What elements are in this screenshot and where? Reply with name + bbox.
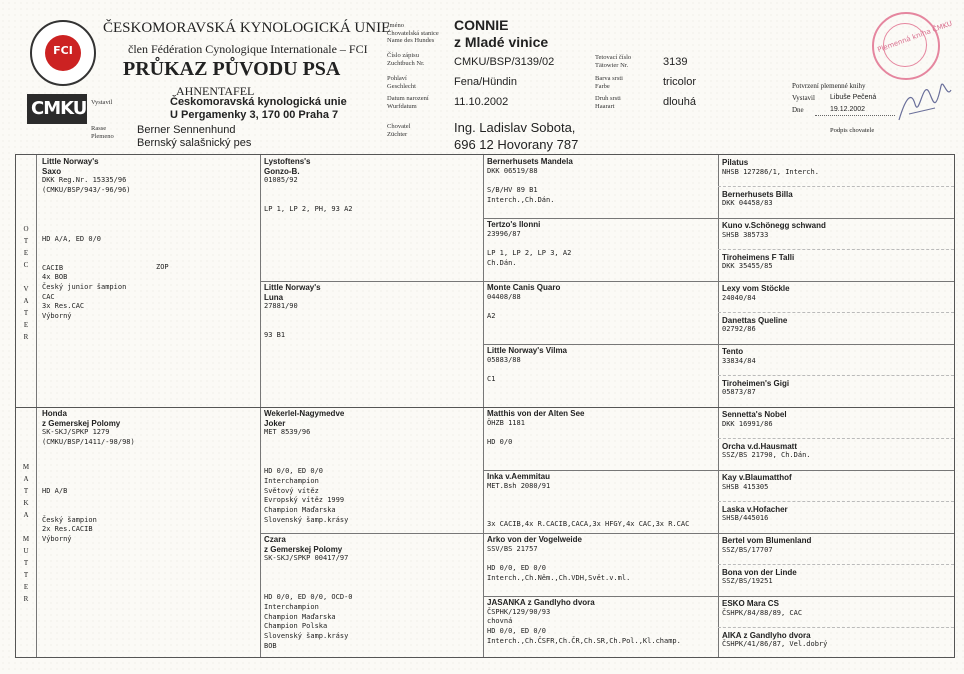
ancestor-line <box>487 239 571 249</box>
ancestor-name: Sennetta's Nobel <box>722 410 787 419</box>
ancestor-name: Bernerhusets Mandela <box>487 157 573 166</box>
pedigree-line <box>264 574 353 584</box>
color: tricolor <box>663 76 697 88</box>
pedigree-line: BOB <box>264 641 277 650</box>
ancestor-g3 <box>487 535 630 584</box>
mother-side-label: M A T K A M U T T E R <box>22 463 30 603</box>
ancestor-line <box>487 554 630 564</box>
tattoo-number: 3139 <box>663 56 688 68</box>
breed-label: Rasse Plemeno <box>91 125 114 140</box>
ancestor-line: 33834/84 <box>722 356 756 365</box>
ancestor-line: DKK 06519/88 <box>487 166 538 175</box>
ancestor-g4 <box>722 190 793 209</box>
pedigree-line: HD A/A, ED 0/0 <box>42 234 102 243</box>
sire-sire-name-2: Gonzo-B. <box>264 166 300 176</box>
confirmation-date: 19.12.2002 <box>830 106 866 113</box>
confirmation-title: Potvrzení plemenné knihy <box>792 82 866 90</box>
coat: dlouhá <box>663 96 697 108</box>
pedigree-line <box>42 467 135 477</box>
pedigree-line: CAC <box>42 292 55 301</box>
ancestor-g4 <box>722 410 787 429</box>
ancestor-line: chovná <box>487 617 513 626</box>
ancestor-line: Ch.Dán. <box>487 258 517 267</box>
ancestor-line: 02792/86 <box>722 325 756 334</box>
pedigree-line <box>42 196 131 206</box>
ancestor-line: SSZ/BS 21790, Ch.Dán. <box>722 451 811 460</box>
ancestor-line <box>487 511 689 521</box>
confirmation-issued-by: Libuše Pečená <box>830 94 877 101</box>
sire-sire-name-1: Lystoftens's <box>264 157 311 166</box>
sex: Fena/Hündin <box>454 76 517 88</box>
pedigree-line <box>42 244 131 254</box>
ancestor-name: AIKA z Gandlyho dvora <box>722 630 811 640</box>
ancestor-line: SSZ/BS/19251 <box>722 577 773 586</box>
dam-cell <box>42 409 135 545</box>
pedigree-line: Světový vítěz <box>264 486 319 495</box>
dam-dam-cell <box>264 535 353 651</box>
pedigree-line <box>42 448 135 458</box>
pedigree-line: Český junior šampion <box>42 283 127 292</box>
confirmation-date-label: Dne <box>792 106 804 114</box>
ancestor-line: DKK 35455/85 <box>722 262 773 271</box>
pedigree-line: SK-SKJ/SPKP 00417/97 <box>264 554 349 563</box>
ancestor-g3 <box>487 472 689 530</box>
dam-sire-name-2: Joker <box>264 418 286 428</box>
ancestor-line: DKK 04458/83 <box>722 199 773 208</box>
ancestor-line: MET.Bsh 2080/91 <box>487 481 551 490</box>
ancestor-g3 <box>487 598 681 647</box>
issued-label: Vystavil <box>91 99 113 106</box>
pedigree-line <box>264 564 353 574</box>
ancestor-name: ESKO Mara CS <box>722 599 779 608</box>
ancestor-name: Kay v.Blaumatthof <box>722 473 792 482</box>
cmku-logo <box>27 94 87 124</box>
ancestor-g4 <box>722 631 827 650</box>
ancestor-line: HD 0/0 <box>487 438 513 447</box>
father-side-label: O T E C V A T E R <box>23 225 29 341</box>
pedigree-line: HD 0/0, ED 0/0, OCD-0 <box>264 593 353 602</box>
owner-signature-label: Podpis chovatele <box>830 127 875 134</box>
dam-dam-name-1: Czara <box>264 535 286 544</box>
pedigree-line: DKK Reg.Nr. 15335/96 <box>42 176 127 185</box>
pedigree-line <box>42 477 135 487</box>
pedigree-line: 2x Res.CACIB <box>42 525 93 534</box>
pedigree-line: CACIB <box>42 263 64 272</box>
organization-name: ČESKOMORAVSKÁ KYNOLOGICKÁ UNIE <box>103 20 391 36</box>
dam-name-1: Honda <box>42 409 67 418</box>
pedigree-line: Champion Polska <box>264 622 328 631</box>
issuing-org-address: U Pergamenky 3, 170 00 Praha 7 <box>170 109 339 121</box>
ancestor-name: Bertel vom Blumenland <box>722 536 812 545</box>
ancestor-g4 <box>722 599 802 618</box>
ancestor-line: HD 0/0, ED 0/0 <box>487 564 547 573</box>
ancestor-line: SSV/BS 21757 <box>487 544 538 553</box>
pedigree-line: Výborný <box>42 535 72 544</box>
ancestor-g3 <box>487 346 567 385</box>
ancestor-line: 3x CACIB,4x R.CACIB,CACA,3x HFGY,4x CAC,3x R.CAC <box>487 520 690 529</box>
cmku-logo-text: CMKU <box>31 98 87 119</box>
pedigree-line: Výborný <box>42 312 72 321</box>
ancestor-name: Kuno v.Schönegg schwand <box>722 221 826 230</box>
ancestor-g4 <box>722 284 790 303</box>
ancestor-name: Matthis von der Alten See <box>487 409 585 418</box>
ancestor-g3 <box>487 157 573 206</box>
pedigree-line: (CMKU/BSP/943/-96/96) <box>42 186 131 195</box>
ancestor-name: Bona von der Linde <box>722 567 797 577</box>
ancestor-g4 <box>722 379 789 398</box>
ancestor-g4 <box>722 253 794 272</box>
sire-sire-cell <box>264 157 353 215</box>
pedigree-line <box>42 254 131 264</box>
pedigree-line: SK-SKJ/SPKP 1279 <box>42 428 110 437</box>
ancestor-name: Inka v.Aemmitau <box>487 472 550 481</box>
breeder <box>454 119 578 153</box>
breed-de: Berner Sennenhund <box>137 124 236 136</box>
ancestor-line: Interch.,Ch.Něm.,Ch.VDH,Svět.v.ml. <box>487 573 631 582</box>
ancestor-name: Laska v.Hofacher <box>722 504 788 514</box>
pedigree-line <box>42 496 135 506</box>
pedigree-line: 3x Res.CAC <box>42 302 85 311</box>
pedigree-line <box>42 225 131 235</box>
sire-dam-name-2: Luna <box>264 292 284 302</box>
pedigree-line <box>42 458 135 468</box>
dam-name-2: z Gemerskej Polomy <box>42 418 121 428</box>
pedigree-line <box>264 583 353 593</box>
stamp-text: Plemenná kniha ČMKU <box>876 19 954 55</box>
ancestor-line: SSZ/BS/17707 <box>722 545 773 554</box>
pedigree-line: 4x BOB <box>42 273 68 282</box>
ancestor-line: ÖHZB 1181 <box>487 418 525 427</box>
fci-membership: člen Fédération Cynologique Internationale – FCI <box>128 42 368 56</box>
ancestor-name: Danettas Queline <box>722 315 788 325</box>
ancestor-name: Tento <box>722 347 744 356</box>
pedigree-line: Evropský vítěz 1999 <box>264 496 345 505</box>
ancestor-g4 <box>722 316 787 335</box>
issuing-org-name: Českomoravská kynologická unie <box>170 96 347 108</box>
ancestor-name: JASANKA z Gandlyho dvora <box>487 598 595 607</box>
pedigree-line: Interchampion <box>264 602 319 611</box>
reg-label: Číslo zápisu Zuchtbuch Nr. <box>387 52 425 67</box>
date-of-birth: 11.10.2002 <box>454 96 509 108</box>
ancestor-name: Tiroheimens F Talli <box>722 252 795 262</box>
ancestor-name: Lexy vom Stöckle <box>722 284 790 293</box>
ancestor-name: Tertzo's Ilonni <box>487 220 541 229</box>
pedigree-line: 01085/92 <box>264 176 298 185</box>
dam-sire-name-1: Wekerlel-Nagymedve <box>264 409 345 418</box>
ancestor-name: Monte Canis Quaro <box>487 283 561 292</box>
ancestor-line: LP 1, LP 2, LP 3, A2 <box>487 249 572 258</box>
issuing-org <box>170 96 347 122</box>
sire-dam-name-1: Little Norway's <box>264 283 321 292</box>
signature <box>895 70 955 128</box>
ancestor-g4 <box>722 221 826 240</box>
ancestor-g4 <box>722 505 788 524</box>
ancestor-g4 <box>722 347 756 366</box>
pedigree-line <box>264 196 353 206</box>
fci-logo-text: FCI <box>53 44 73 57</box>
ancestor-line <box>487 428 585 438</box>
dob-label: Datum narození Wurfdatum <box>387 95 429 110</box>
breeder-address: 696 12 Hovorany 787 <box>454 137 579 152</box>
ancestor-line <box>487 491 689 501</box>
ancestor-line <box>487 501 689 511</box>
ancestor-line: C1 <box>487 375 496 384</box>
ancestor-line: S/B/HV 89 B1 <box>487 186 538 195</box>
pedigree-line: 27881/90 <box>264 302 298 311</box>
ancestor-line: 23996/87 <box>487 229 521 238</box>
ancestor-line: 05883/88 <box>487 355 521 364</box>
pedigree-line: Český šampion <box>42 515 97 524</box>
ancestor-line: 04408/88 <box>487 292 521 301</box>
sire-cell <box>42 157 131 322</box>
sex-label: Pohlaví Geschlecht <box>387 75 416 90</box>
sire-name-1: Little Norway's <box>42 157 99 166</box>
sire-name-2: Saxo <box>42 166 62 176</box>
ancestor-g4 <box>722 473 792 492</box>
breeder-label: Chovatel Züchter <box>387 123 411 138</box>
ancestor-line: 05873/87 <box>722 388 756 397</box>
breed <box>137 124 251 150</box>
sire-dam-cell <box>264 283 321 341</box>
ancestor-line: ČSPHK/129/90/93 <box>487 607 551 616</box>
ancestor-g3 <box>487 283 560 322</box>
pedigree-line: Champion Maďarska <box>264 612 336 621</box>
pedigree-line <box>264 322 321 332</box>
pedigree-line: 93 B1 <box>264 331 286 340</box>
ancestor-g4 <box>722 568 797 587</box>
pedigree-line: Slovenský šamp.krásy <box>264 515 349 524</box>
tattoo-label: Tetovací číslo Tätowier Nr. <box>595 54 632 69</box>
pedigree-line <box>264 312 321 322</box>
pedigree-line <box>42 215 131 225</box>
pedigree-line: Champion Maďarska <box>264 505 336 514</box>
pedigree-line <box>264 448 348 458</box>
ancestor-line <box>487 176 573 186</box>
color-label: Barva srsti Farbe <box>595 75 623 90</box>
pedigree-table <box>15 154 955 658</box>
dog-name-label: Jméno Chovatelská stanice Name des Hundes <box>387 22 439 44</box>
sire-zop: ZOP <box>156 263 169 271</box>
ancestor-line: DKK 16991/86 <box>722 419 773 428</box>
pedigree-line: HD 0/0, ED 0/0 <box>264 467 324 476</box>
ancestor-line: SHSB 385733 <box>722 230 769 239</box>
pedigree-line: Slovenský šamp.krásy <box>264 631 349 640</box>
pedigree-line: HD A/B <box>42 486 68 495</box>
ancestor-line: SHSB/445016 <box>722 514 769 523</box>
ancestor-name: Pilatus <box>722 158 749 167</box>
pedigree-line <box>264 186 353 196</box>
ancestor-line: A2 <box>487 312 496 321</box>
ancestor-name: Tiroheimen's Gigi <box>722 378 790 388</box>
ancestor-g3 <box>487 220 571 269</box>
document-title: PRŮKAZ PŮVODU PSA <box>123 58 341 80</box>
document-subtitle: AHNENTAFEL <box>176 84 255 98</box>
pedigree-line: (CMKU/BSP/1411/-98/98) <box>42 438 135 447</box>
ancestor-line: SHSB 415305 <box>722 482 769 491</box>
fci-logo <box>30 20 96 86</box>
ancestor-line: ČSHPK/41/86/87, Vel.dobrý <box>722 640 828 649</box>
ancestor-line: ČSHPK/84/88/89, CAC <box>722 608 803 617</box>
breeder-name: Ing. Ladislav Sobota, <box>454 120 576 135</box>
coat-label: Druh srsti Haarart <box>595 95 621 110</box>
ancestor-name: Bernerhusets Billa <box>722 189 793 199</box>
dog-name <box>454 17 548 51</box>
ancestor-g4 <box>722 536 811 555</box>
ancestor-g3 <box>487 409 585 448</box>
ancestor-line <box>487 365 567 375</box>
pedigree-line <box>42 206 131 216</box>
ancestor-line: NHSB 127286/1, Interch. <box>722 167 819 176</box>
ancestor-line: 24040/84 <box>722 293 756 302</box>
dog-name-1: CONNIE <box>454 17 509 33</box>
pedigree-line: LP 1, LP 2, PH, 93 A2 <box>264 205 353 214</box>
ancestor-line: HD 0/0, ED 0/0 <box>487 627 547 636</box>
dog-name-2: z Mladé vinice <box>454 34 549 50</box>
ancestor-name: Arko von der Vogelweide <box>487 535 582 544</box>
confirmation-issued-label: Vystavil <box>792 94 815 102</box>
pedigree-line <box>42 506 135 516</box>
ancestor-name: Little Norway's Vilma <box>487 346 568 355</box>
ancestor-line: Interch.,Ch.Dán. <box>487 195 555 204</box>
ancestor-line <box>487 302 560 312</box>
ancestor-g4 <box>722 442 811 461</box>
ancestor-g4 <box>722 158 819 177</box>
pedigree-line: MET 8539/96 <box>264 428 311 437</box>
reg-number: CMKU/BSP/3139/02 <box>454 56 555 68</box>
breed-cz: Bernský salašnický pes <box>137 137 252 149</box>
pedigree-line <box>264 457 348 467</box>
pedigree-line: Interchampion <box>264 476 319 485</box>
dam-dam-name-2: z Gemerskej Polomy <box>264 544 343 554</box>
dam-sire-cell <box>264 409 348 525</box>
pedigree-line <box>264 438 348 448</box>
ancestor-name: Orcha v.d.Hausmatt <box>722 441 797 451</box>
ancestor-line: Interch.,Ch.ČSFR,Ch.ČR,Ch.SR,Ch.Pol.,Kl.champ. <box>487 636 681 645</box>
